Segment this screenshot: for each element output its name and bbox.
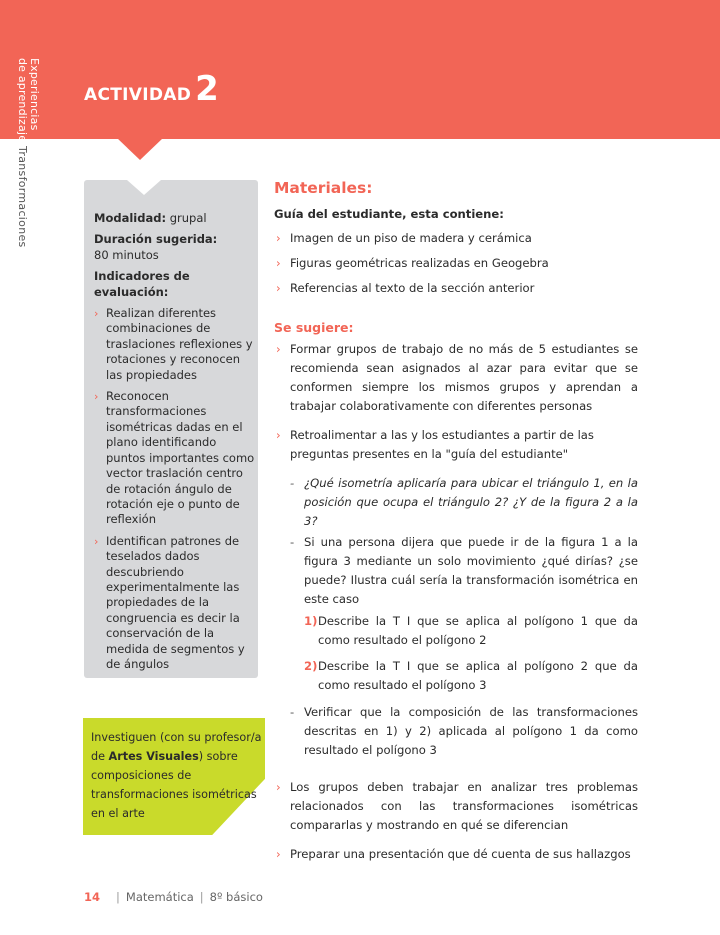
modalidad-label: Modalidad: — [94, 211, 167, 225]
info-box-notch — [127, 180, 161, 195]
modalidad — [94, 211, 256, 226]
footer-separator: | — [199, 890, 204, 904]
materiales-item: › Imagen de un piso de madera y cerámica — [274, 229, 638, 248]
section-side-label — [16, 58, 40, 142]
art-callout-text: Investiguen (con su profesor/a de Artes Visuales) sobre composiciones de transformaciones isométricas en el arte — [91, 731, 262, 820]
sugiere-item: › Los grupos deben trabajar en analizar tres problemas relacionados con las transformaciones isométricas compararlas y mostrando en qué se diferencian — [274, 778, 638, 835]
sugiere-heading: Se sugiere: — [274, 320, 354, 335]
materiales-list — [274, 229, 638, 298]
indicador-item: › Identifican patrones de teselados dados descubriendo experimentalmente las propiedades de la congruencia es decir la conservación de la medida de segmentos y de ángulos — [94, 534, 256, 673]
art-callout-bold: Artes Visuales — [108, 750, 199, 763]
sugiere-item-feedback — [274, 426, 638, 760]
duracion-label: Duración sugerida: — [94, 232, 218, 247]
activity-title — [84, 69, 219, 109]
step-item — [304, 612, 638, 650]
main-content — [274, 178, 638, 874]
question-item: - Si una persona dijera que puede ir de la figura 1 a la figura 3 mediante un solo movimiento ¿qué dirías? ¿se puede? Ilustra cuál sería la transformación isométrica en este caso 1) Describe la T I que se aplica al polígono 1 que da como resultado el polígono 2 2) Describe la T I que se aplica al polígono 2 que da como resultado el polígono 3 — [290, 533, 638, 695]
sugiere-list — [274, 340, 638, 864]
question-item: - ¿Qué isometría aplicaría para ubicar el triángulo 1, en la posición que ocupa el triángulo 2? ¿Y de la figura 2 a la 3? — [290, 474, 638, 531]
duracion-value: 80 minutos — [94, 247, 159, 262]
step-text: Describe la T I que se aplica al polígono 2 que da como resultado el polígono 3 — [318, 659, 638, 692]
step-text: Describe la T I que se aplica al polígono 1 que da como resultado el polígono 2 — [318, 614, 638, 647]
materiales-item: › Figuras geométricas realizadas en Geogebra — [274, 254, 638, 273]
indicadores-list — [94, 306, 256, 672]
sugiere-item: › Preparar una presentación que dé cuenta de sus hallazgos — [274, 845, 638, 864]
step-number: 1) — [304, 614, 318, 628]
footer-grade: 8º básico — [209, 890, 263, 904]
modalidad-value: grupal — [169, 211, 207, 225]
header-pointer — [117, 138, 163, 160]
feedback-text: › Retroalimentar a las y los estudiantes a partir de las preguntas presentes en la "guía del estudiante" — [290, 428, 594, 461]
materiales-item: › Referencias al texto de la sección anterior — [274, 279, 638, 298]
footer-separator: | — [116, 890, 120, 904]
question-item: - Verificar que la composición de las transformaciones descritas en 1) y 2) aplicada al polígono 1 da como resultado el polígono 3 — [290, 703, 638, 760]
activity-header-band — [0, 0, 720, 139]
page-footer — [84, 890, 263, 904]
footer-subject: Matemática — [125, 890, 194, 904]
step-item — [304, 657, 638, 695]
numbered-steps — [304, 612, 638, 695]
sugiere-item: › Formar grupos de trabajo de no más de 5 estudiantes se recomienda sean asignados al azar para evitar que se conformen siempre los mismos grupos y aprendan a trabajar colaborativamente con diferentes personas — [274, 340, 638, 416]
indicador-item: › Reconocen transformaciones isométricas dadas en el plano identificando puntos importantes como vector traslación centro de rotación ángulo de rotación eje o punto de reflexión — [94, 389, 256, 528]
section-label-line2: de aprendizaje — [16, 58, 29, 143]
info-box-content — [94, 211, 256, 678]
materiales-lead: Guía del estudiante, esta contiene: — [274, 207, 504, 221]
section-label-line1: Experiencias — [28, 58, 41, 131]
indicador-item: › Realizan diferentes combinaciones de traslaciones reflexiones y rotaciones y reconocen las propiedades — [94, 306, 256, 383]
question-list — [290, 474, 638, 760]
activity-number: 2 — [195, 69, 219, 109]
activity-label: ACTIVIDAD — [84, 85, 192, 105]
step-number: 2) — [304, 659, 318, 673]
materiales-heading: Materiales: — [274, 179, 373, 197]
page-number: 14 — [84, 890, 101, 904]
indicadores-label: Indicadores de evaluación: — [94, 269, 190, 299]
topic-side-label: Transformaciones — [16, 146, 29, 248]
